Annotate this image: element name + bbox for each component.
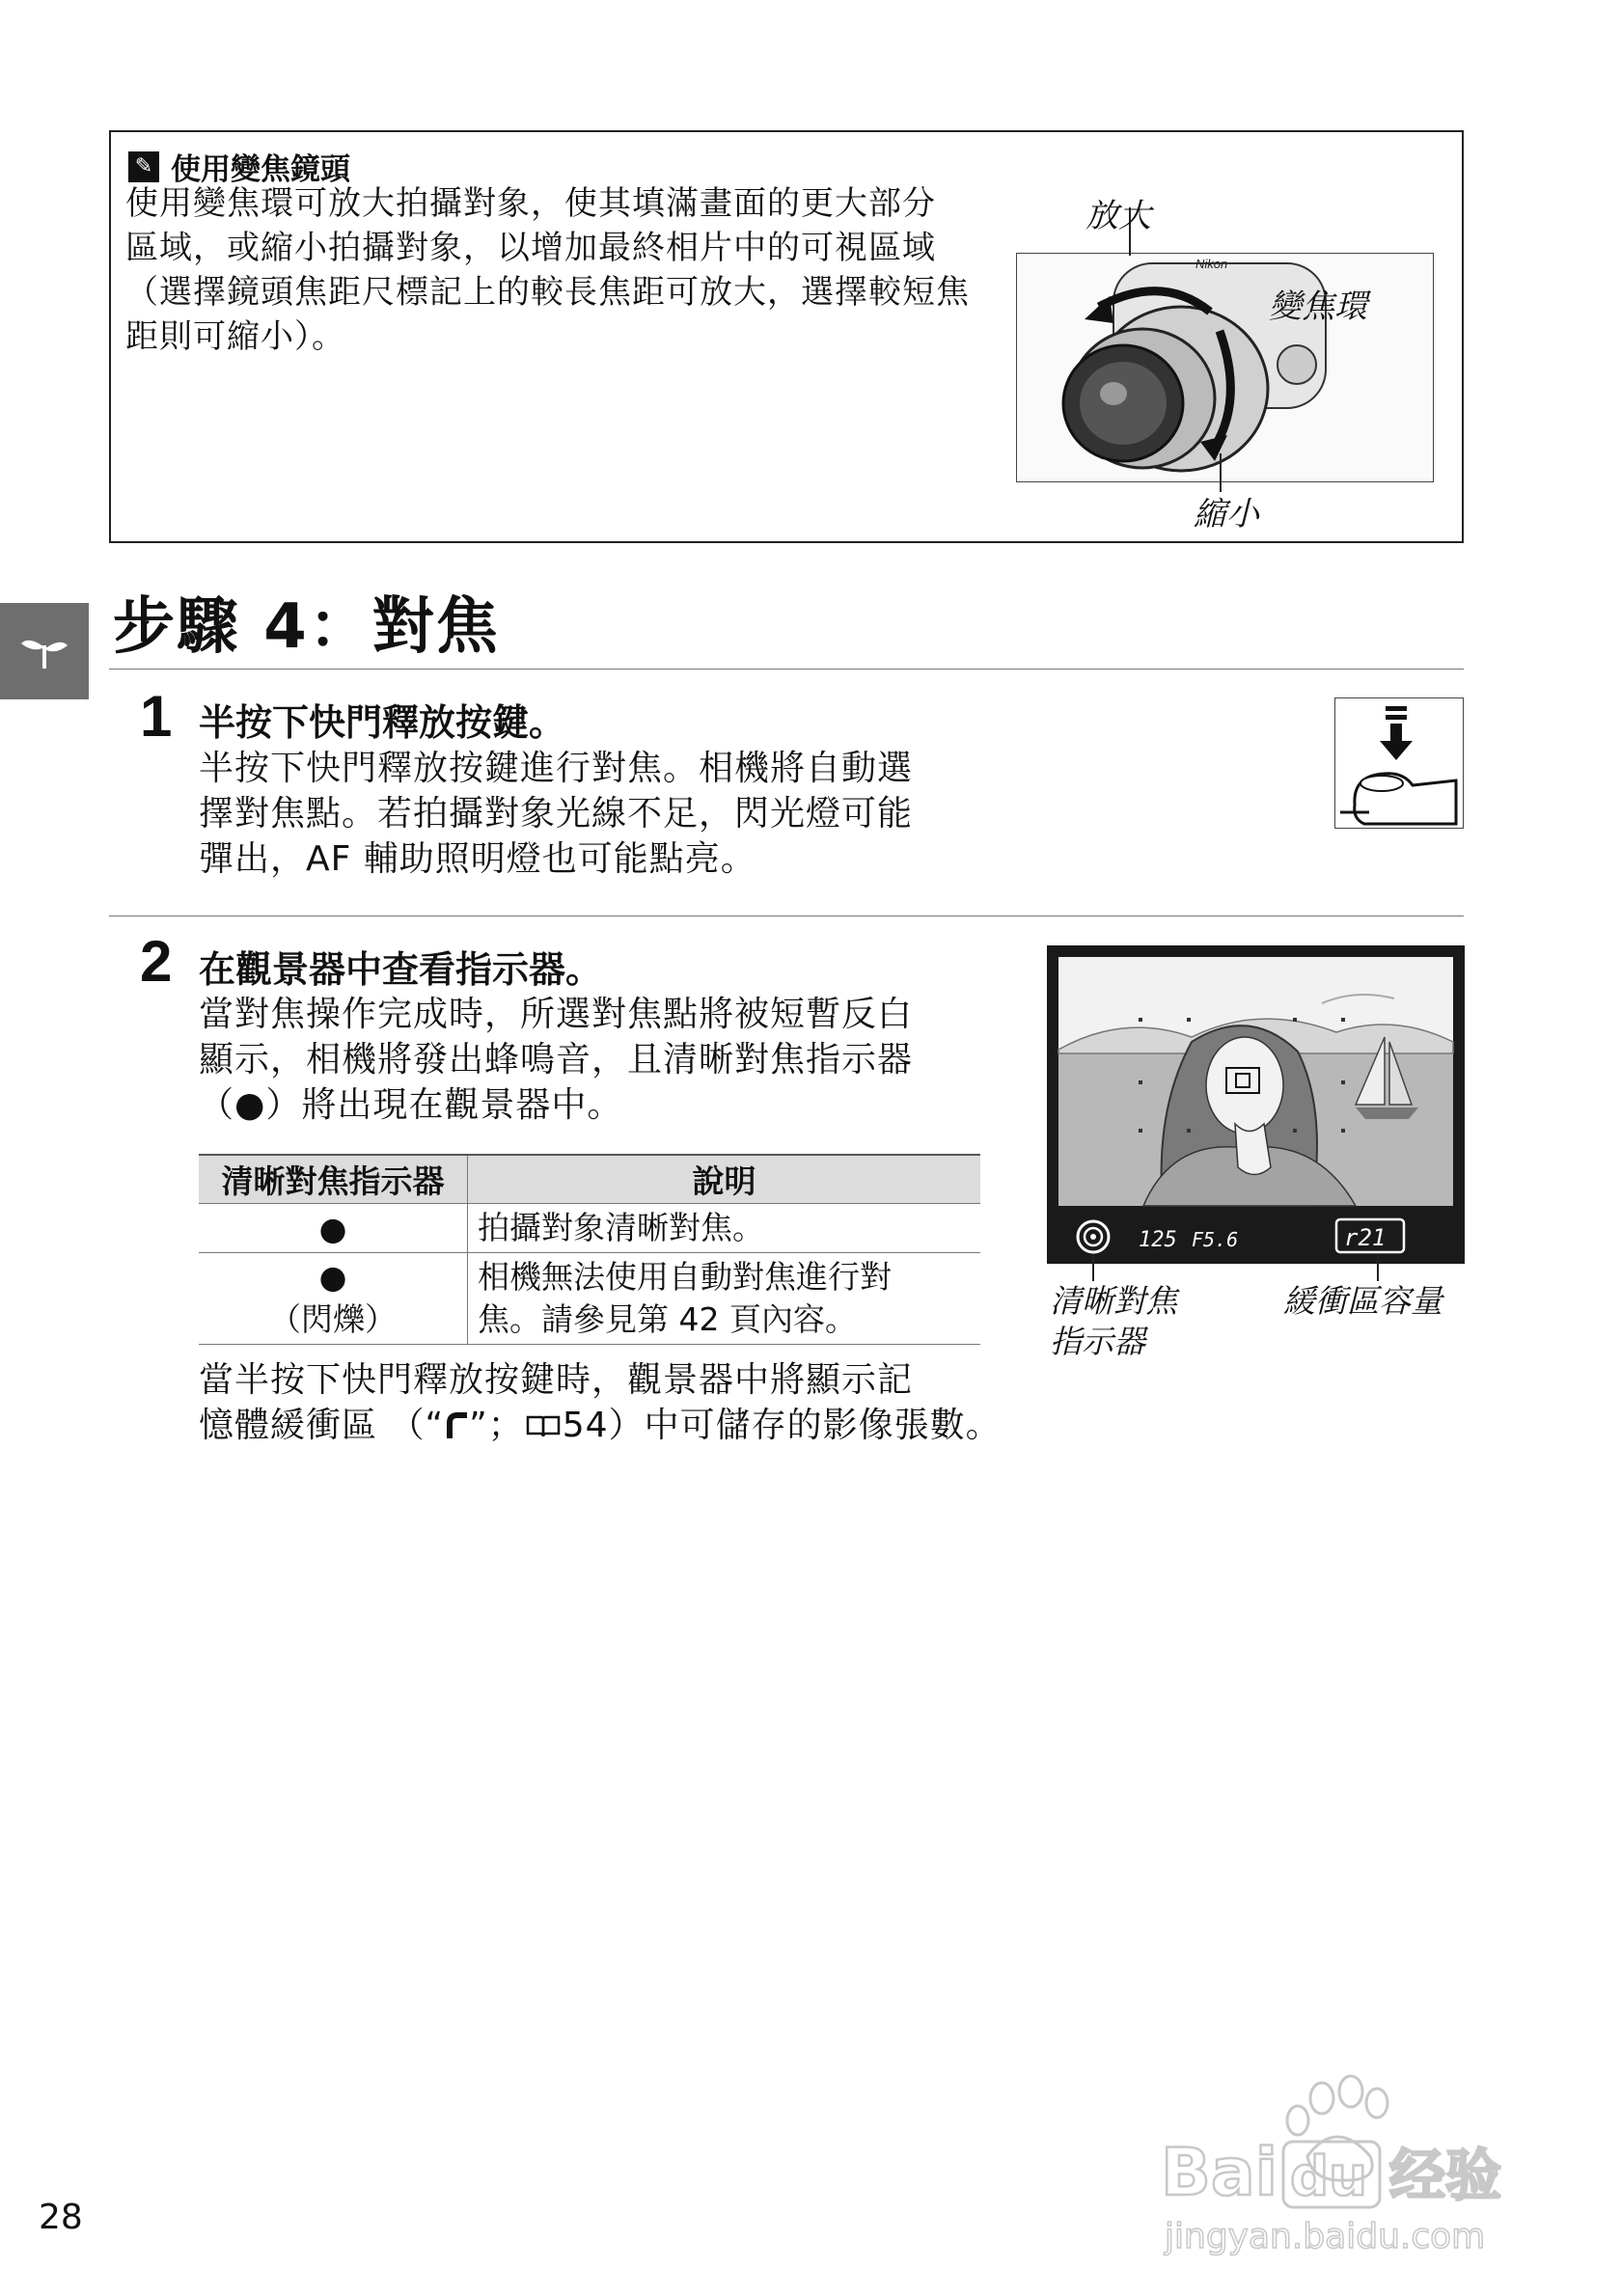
focus-indicator-leader — [1092, 1254, 1094, 1281]
chapter-tab — [0, 603, 89, 699]
focus-dot-icon: ● — [318, 1209, 347, 1247]
vf-buffer-readout: r21 — [1344, 1224, 1387, 1251]
step-body-line: （●）將出現在觀景器中。 — [199, 1085, 623, 1125]
focus-indicator-label — [1050, 1281, 1177, 1362]
page-title: 步驟 4：對焦 — [113, 591, 500, 663]
tip-line: 距則可縮小）。 — [125, 317, 345, 356]
sprout-icon — [19, 632, 69, 670]
zoom-out-label: 縮小 — [1194, 495, 1259, 533]
step-body-line: 半按下快門釋放按鍵進行對焦。相機將自動選 — [199, 749, 914, 788]
baidu-watermark — [1153, 2064, 1539, 2267]
description-text: 相機無法使用自動對焦進行對 — [478, 1258, 892, 1296]
watermark-url: jingyan.baidu.com — [1165, 2217, 1486, 2256]
step-number: 2 — [140, 929, 173, 994]
divider — [109, 669, 1464, 670]
tip-title-text: 使用變焦鏡頭 — [171, 152, 350, 187]
vf-aperture-readout: F5.6 — [1192, 1228, 1239, 1251]
focus-dot-icon: ● — [318, 1258, 347, 1296]
description-cell — [468, 1204, 981, 1253]
body-text: ”； — [469, 1406, 524, 1445]
body-text: 54）中可儲存的影像張數。 — [562, 1406, 1002, 1445]
body-text: 憶體緩衝區 （“ — [199, 1406, 445, 1445]
page-number: 28 — [39, 2198, 83, 2237]
svg-text:经验: 经验 — [1389, 2143, 1502, 2208]
zoom-out-leader — [1220, 453, 1222, 492]
buffer-r-icon — [444, 1411, 469, 1440]
table-header-row — [199, 1155, 980, 1204]
tip-line: 使用變焦環可放大拍攝對象，使其填滿畫面的更大部分 — [125, 184, 936, 223]
svg-text:Bai: Bai — [1161, 2135, 1278, 2211]
table-row — [199, 1204, 980, 1253]
step-body-line-with-icons — [199, 1403, 1002, 1448]
tip-line: （選擇鏡頭焦距尺標記上的較長焦距可放大，選擇較短焦 — [125, 273, 970, 312]
table-header: 說明 — [468, 1155, 981, 1204]
step-body-line: 擇對焦點。若拍攝對象光線不足，閃光燈可能 — [199, 794, 914, 834]
label-line: 清晰對焦 — [1050, 1282, 1177, 1320]
buffer-capacity-label: 緩衝區容量 — [1283, 1282, 1442, 1320]
half-press-illustration — [1334, 697, 1464, 829]
zoom-ring-label: 變焦環 — [1269, 287, 1367, 326]
camera-brand-text: Nikon — [1195, 257, 1228, 271]
step-title: 半按下快門釋放按鍵。 — [199, 701, 566, 744]
description-text: 焦。請參見第 42 頁內容。 — [478, 1300, 857, 1338]
zoom-in-label: 放大 — [1085, 197, 1151, 235]
label-line: 指示器 — [1050, 1323, 1145, 1360]
indicator-table — [199, 1154, 980, 1345]
vf-shutter-readout: 125 — [1139, 1228, 1177, 1252]
svg-text:du: du — [1290, 2146, 1367, 2208]
camera-zoom-illustration — [1016, 253, 1434, 482]
pencil-icon: ✎ — [128, 151, 159, 182]
description-text: 拍攝對象清晰對焦。 — [478, 1209, 764, 1246]
description-cell — [468, 1253, 981, 1345]
indicator-note: （閃爍） — [269, 1300, 397, 1338]
step-body-line: 顯示，相機將發出蜂鳴音，且清晰對焦指示器 — [199, 1040, 914, 1080]
table-header: 清晰對焦指示器 — [199, 1155, 468, 1204]
step-body-line: 當半按下快門釋放按鍵時，觀景器中將顯示記 — [199, 1360, 914, 1400]
buffer-leader — [1377, 1254, 1379, 1281]
tip-line: 區域，或縮小拍攝對象，以增加最終相片中的可視區域 — [125, 229, 936, 267]
step-body-line: 當對焦操作完成時，所選對焦點將被短暫反白 — [199, 995, 914, 1034]
step-number: 1 — [140, 684, 173, 749]
table-row — [199, 1253, 980, 1345]
book-reference-icon — [524, 1411, 563, 1440]
indicator-cell — [199, 1253, 468, 1345]
indicator-cell — [199, 1204, 468, 1253]
step-title: 在觀景器中查看指示器。 — [199, 948, 603, 991]
viewfinder-illustration — [1047, 945, 1465, 1264]
step-body-line: 彈出，AF 輔助照明燈也可能點亮。 — [199, 839, 756, 879]
